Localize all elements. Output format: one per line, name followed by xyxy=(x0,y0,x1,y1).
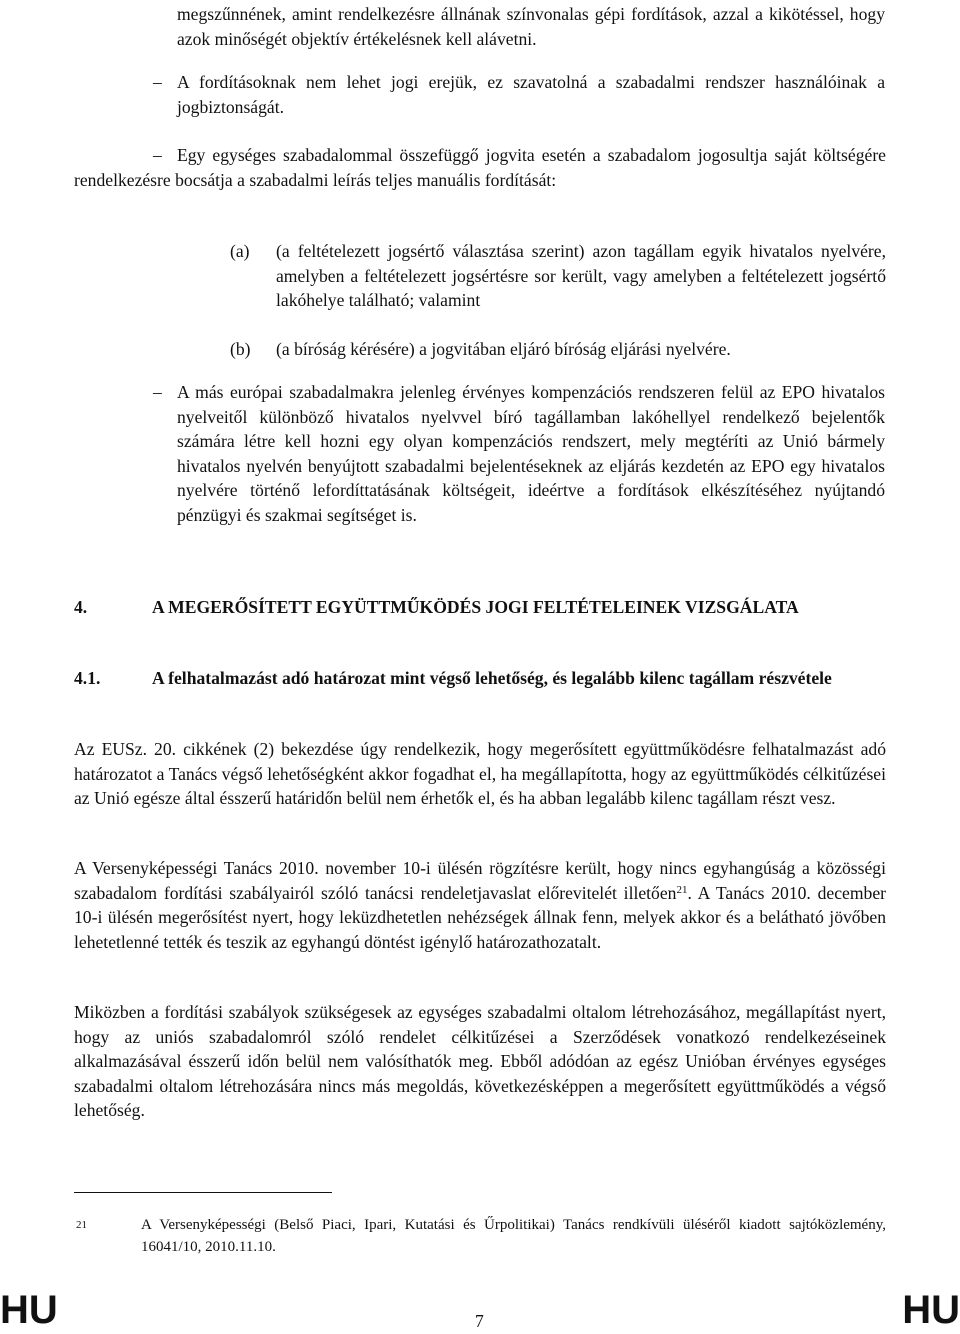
sub-item-text: (a bíróság kérésére) a jogvitában eljáró bíróság eljárási nyelvére. xyxy=(276,339,731,359)
footer-language-left: HU xyxy=(0,1288,58,1332)
sub-item-label: (a) xyxy=(230,241,250,261)
dash-marker: – xyxy=(153,72,162,92)
bullet-text: A más európai szabadalmakra jelenleg érvényes kompenzációs rendszeren felül az EPO hivatalos nyelveitől különböző hivatalos nyelvvel bíró tagállamban lakóhellyel rendelkező bejelentők számára létre kell hozni egy olyan kompenzációs rendszert, mely megtéríti az Unió bármely hivatalos nyelvén benyújtott szabadalmi bejelentéseknek az eljárás kezdetén az EPO egy hivatalos nyelvére történő lefordíttatásának költségeit, ideértve a fordítások elkészítéséhez nyújtandó pénzügyi és szakmai segítséget is. xyxy=(177,382,885,525)
footnote-separator xyxy=(74,1192,332,1193)
sub-item-text: (a feltételezett jogsértő választása szerint) azon tagállam egyik hivatalos nyelvére, amelyben a feltételezett jogsértésre sor került, vagy amelyben a feltételezett jogsértő lakóhelye található; valamint xyxy=(276,241,886,311)
section-number: 4. xyxy=(74,597,88,617)
page-number: 7 xyxy=(475,1311,484,1331)
subsection-title: A felhatalmazást adó határozat mint végső lehetőség, és legalább kilenc tagállam részvétele xyxy=(152,668,832,688)
footer-language-right: HU xyxy=(902,1288,960,1332)
section-title: A MEGERŐSÍTETT EGYÜTTMŰKÖDÉS JOGI FELTÉTELEINEK VIZSGÁLATA xyxy=(152,597,799,617)
bullet-text: Egy egységes szabadalommal összefüggő jogvita esetén a szabadalom jogosultja saját költségére rendelkezésre bocsátja a szabadalmi leírás teljes manuális fordítását: xyxy=(74,145,886,190)
footnote-number: 21 xyxy=(76,1219,87,1231)
dash-marker: – xyxy=(153,382,162,402)
body-paragraph: Az EUSz. 20. cikkének (2) bekezdése úgy rendelkezik, hogy megerősített együttműködésre felhatalmazást adó határozatot a Tanács végső lehetőségként akkor fogadhat el, ha megállapította, hogy az együttműködés célkitűzései az Unió egésze által ésszerű határidőn belül nem érhetők el, és ha abban legalább kilenc tagállam részt vesz. xyxy=(74,739,886,809)
paragraph-text: . A Tanács 2010. december 10-i ülésén megerősítést nyert, hogy leküzdhetetlen nehézségek állnak fenn, melyek akkor és a belátható jövőben lehetetlenné tették és teszik az egyhangú döntést igénylő határozathozatalt. xyxy=(74,882,886,952)
sub-item-label: (b) xyxy=(230,339,251,359)
body-paragraph xyxy=(74,856,886,954)
bullet-item-continuation: megszűnnének, amint rendelkezésre állnának színvonalas gépi fordítások, azzal a kikötéssel, hogy azok minőségét objektív értékelésnek kell alávetni. xyxy=(177,4,885,49)
bullet-item xyxy=(153,70,885,119)
subsection-number: 4.1. xyxy=(74,668,101,688)
paragraph-text: A Versenyképességi Tanács 2010. november 10-i ülésén rögzítésre került, hogy nincs egyhangúság a közösségi szabadalom fordítási szabályairól szóló tanácsi rendeletjavaslat előrevitelét illetően xyxy=(74,858,886,903)
dash-marker: – xyxy=(153,145,162,165)
body-paragraph: Miközben a fordítási szabályok szükségesek az egységes szabadalmi oltalom létrehozásához, megállapítást nyert, hogy az uniós szabadalomról szóló rendelet célkitűzései a Szerződések vonatkozó rendelkezéseinek alkalmazásával ésszerű időn belül nem valósíthatók meg. Ebből adódóan az egész Unióban érvényes egységes szabadalmi oltalom létrehozására nincs más megoldás, következésképpen a megerősített együttműködés a végső lehetőség. xyxy=(74,1002,886,1121)
footnote-text: A Versenyképességi (Belső Piaci, Ipari, Kutatási és Űrpolitikai) Tanács rendkívüli üléséről kiadott sajtóközlemény, 16041/10, 2010.11.10. xyxy=(141,1217,886,1255)
bullet-text: A fordításoknak nem lehet jogi erejük, ez szavatolná a szabadalmi rendszer használóinak a jogbiztonságát. xyxy=(177,72,885,117)
footnote-reference[interactable]: 21 xyxy=(676,883,688,896)
